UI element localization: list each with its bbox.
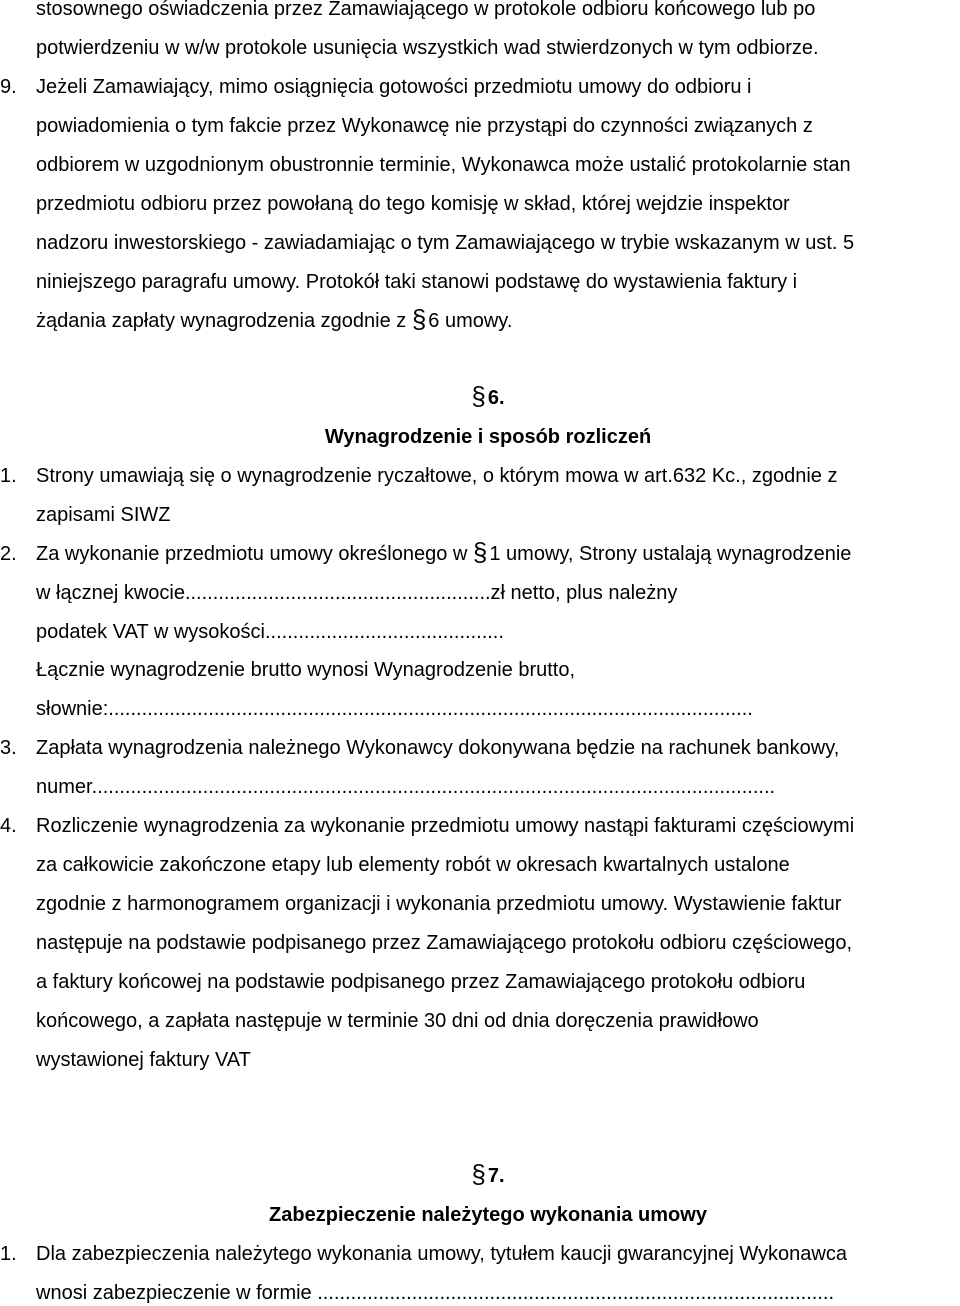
paragraph-line: Jeżeli Zamawiający, mimo osiągnięcia gotowości przedmiotu umowy do odbioru i [36, 76, 752, 98]
paragraph-line: wnosi zabezpieczenie w formie ............................................................................................. [36, 1282, 835, 1304]
section-number [0, 381, 960, 411]
list-number: 1. [0, 1243, 17, 1265]
list-number: 3. [0, 737, 17, 759]
paragraph-line: końcowego, a zapłata następuje w terminie 30 dni od dnia doręczenia prawidłowo [36, 1010, 759, 1032]
paragraph-line: zgodnie z harmonogramem organizacji i wykonania przedmiotu umowy. Wystawienie faktur [36, 893, 842, 915]
list-number: 2. [0, 543, 17, 565]
paragraph-line: Dla zabezpieczenia należytego wykonania umowy, tytułem kaucji gwarancyjnej Wykonawca [36, 1243, 847, 1265]
paragraph-line: Łącznie wynagrodzenie brutto wynosi Wynagrodzenie brutto, [36, 659, 576, 681]
line-text: żądania zapłaty wynagrodzenia zgodnie z [36, 310, 407, 332]
section-sign: § [411, 304, 427, 334]
section-number [0, 1159, 960, 1189]
section-number-text: 7. [487, 1165, 505, 1187]
paragraph-line: niniejszego paragrafu umowy. Protokół taki stanowi podstawę do wystawienia faktury i [36, 271, 798, 293]
line-text: 1 umowy, Strony ustalają wynagrodzenie [489, 543, 852, 565]
paragraph-line: nadzoru inwestorskiego - zawiadamiając o tym Zamawiającego w trybie wskazanym w ust. 5 [36, 232, 855, 254]
paragraph-line: Zapłata wynagrodzenia należnego Wykonawcy dokonywana będzie na rachunek bankowy, [36, 737, 840, 759]
paragraph-line: a faktury końcowej na podstawie podpisanego przez Zamawiającego protokołu odbioru [36, 971, 806, 993]
section-sign: § [471, 381, 486, 411]
paragraph-line: podatek VAT w wysokości........................................... [36, 621, 504, 643]
line-text: 6 umowy. [428, 310, 513, 332]
paragraph-line: Rozliczenie wynagrodzenia za wykonanie przedmiotu umowy nastąpi fakturami częściowymi [36, 815, 855, 837]
paragraph-line: Strony umawiają się o wynagrodzenie ryczałtowe, o którym mowa w art.632 Kc., zgodnie z [36, 465, 838, 487]
paragraph-line: numer........................................................................................................................... [36, 776, 776, 798]
list-number: 1. [0, 465, 17, 487]
list-number: 4. [0, 815, 17, 837]
paragraph-line: za całkowicie zakończone etapy lub elementy robót w okresach kwartalnych ustalone [36, 854, 790, 876]
paragraph-line: potwierdzeniu w w/w protokole usunięcia wszystkich wad stwierdzonych w tym odbiorze. [36, 37, 819, 59]
paragraph-line: wystawionej faktury VAT [36, 1049, 251, 1071]
paragraph-line: w łącznej kwocie.......................................................zł netto, plus należny [36, 582, 678, 604]
paragraph-line [36, 537, 852, 567]
paragraph-line: odbiorem w uzgodnionym obustronnie terminie, Wykonawca może ustalić protokolarnie stan [36, 154, 851, 176]
paragraph-line [36, 304, 513, 334]
paragraph-line: przedmiotu odbioru przez powołaną do tego komisję w skład, której wejdzie inspektor [36, 193, 790, 215]
section-title: Zabezpieczenie należytego wykonania umowy [269, 1204, 707, 1226]
paragraph-line: następuje na podstawie podpisanego przez Zamawiającego protokołu odbioru częściowego, [36, 932, 853, 954]
list-number: 9. [0, 76, 17, 98]
section-sign: § [471, 1159, 486, 1189]
section-title: Wynagrodzenie i sposób rozliczeń [324, 426, 652, 448]
section-number-text: 6. [487, 387, 505, 409]
line-text: Za wykonanie przedmiotu umowy określonego w [36, 543, 468, 565]
section-sign: § [472, 537, 488, 567]
paragraph-line: słownie:.................................................................................................................... [36, 698, 753, 720]
paragraph-line: powiadomienia o tym fakcie przez Wykonawcę nie przystąpi do czynności związanych z [36, 115, 813, 137]
paragraph-line: zapisami SIWZ [36, 504, 171, 526]
paragraph-line: stosownego oświadczenia przez Zamawiającego w protokole odbioru końcowego lub po [36, 0, 816, 20]
